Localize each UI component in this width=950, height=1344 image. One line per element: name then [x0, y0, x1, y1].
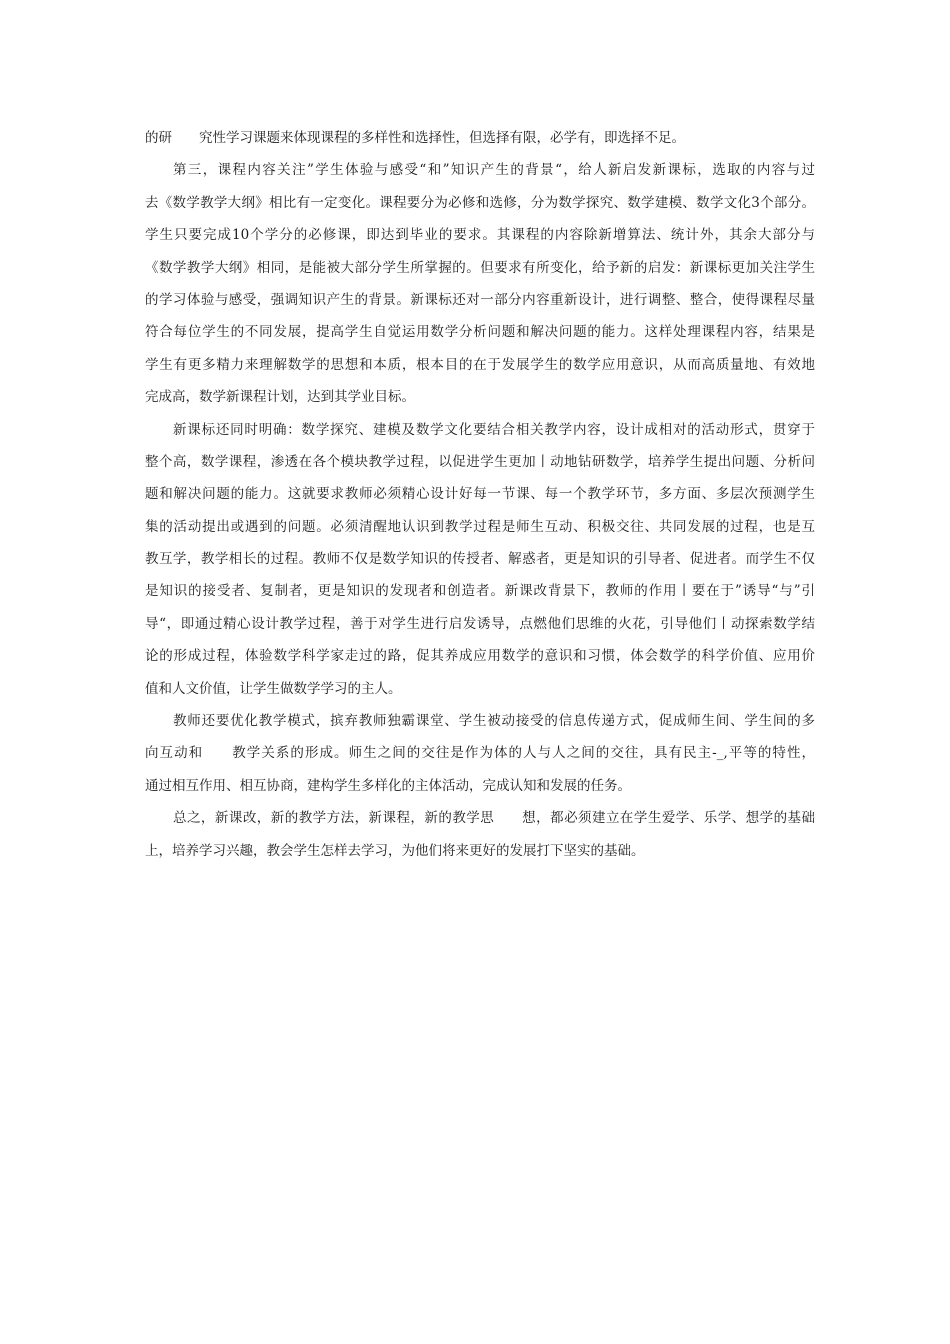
text-line: 向互动和 教学关系的形成。师生之间的交往是作为体的人与人之间的交往，具有民主-_,平等的特性，: [145, 745, 815, 762]
text-line: 《数学教学大纲》相同，是能被大部分学生所掌握的。但要求有所变化，给予新的启发：新课标更加关注学生: [145, 259, 815, 276]
text-line: 第三，课程内容关注”学生体验与感受“和”知识产生的背景“，给人新启发新课标，选取的内容与过: [173, 162, 815, 179]
text-line: 题和解决问题的能力。这就要求教师必须精心设计好每一节课、每一个教学环节，多方面、多层次预测学生: [145, 486, 815, 503]
text-line: 是知识的接受者、复制者，更是知识的发现者和创造者。新课改背景下，教师的作用丨要在于”诱导“与”引: [145, 583, 815, 600]
paragraph: [145, 154, 815, 413]
text-line: 教互学，教学相长的过程。教师不仅是数学知识的传授者、解惑者，更是知识的引导者、促进者。而学生不仅: [145, 551, 815, 568]
text-line: 集的活动提出或遇到的问题。必须清醒地认识到教学过程是师生互动、积极交往、共同发展的过程，也是互: [145, 518, 815, 535]
text-line: 整个高，数学课程，渗透在各个模块教学过程，以促进学生更加丨动地钻研数学，培养学生提出问题、分析问: [145, 453, 815, 470]
text-line: 总之，新课改，新的教学方法，新课程，新的教学思 想，都必须建立在学生爱学、乐学、想学的基础: [173, 810, 815, 827]
paragraph: [145, 122, 815, 154]
text-line: 论的形成过程，体验数学科学家走过的路，促其养成应用数学的意识和习惯，体会数学的科学价值、应用价: [145, 648, 815, 665]
text-line: 上，培养学习兴趣，教会学生怎样去学习，为他们将来更好的发展打下坚实的基础。: [145, 842, 645, 859]
text-line: 去《数学教学大纲》相比有一定变化。课程要分为必修和选修，分为数学探究、数学建模、数学文化3个部分。: [145, 194, 815, 211]
text-line: 教师还要优化教学模式，摈弃教师独霸课堂、学生被动接受的信息传递方式，促成师生间、学生间的多: [173, 713, 815, 730]
text-line: 值和人文价值，让学生做数学学习的主人。: [145, 680, 402, 697]
paragraph: [145, 705, 815, 802]
text-line: 完成高，数学新课程计划，达到其学业目标。: [145, 389, 415, 406]
paragraph: [145, 802, 815, 867]
text-line: 符合每位学生的不同发展，提高学生自觉运用数学分析问题和解决问题的能力。这样处理课程内容，结果是: [145, 324, 815, 341]
paragraph: [145, 414, 815, 706]
text-line: 通过相互作用、相互协商，建构学生多样化的主体活动，完成认知和发展的任务。: [145, 777, 631, 794]
text-line: 学生只要完成10个学分的必修课，即达到毕业的要求。其课程的内容除新增算法、统计外，其余大部分与: [145, 227, 815, 244]
document-body: [145, 122, 815, 867]
text-line: 导“，即通过精心设计教学过程，善于对学生进行启发诱导，点燃他们思维的火花，引导他们丨动探索数学结: [145, 615, 815, 632]
text-line: 的学习体验与感受，强调知识产生的背景。新课标还对一部分内容重新设计，进行调整、整合，使得课程尽量: [145, 291, 815, 308]
text-line: 的研 究性学习课题来体现课程的多样性和选择性，但选择有限，必学有，即选择不足。: [145, 130, 685, 146]
text-line: 学生有更多精力来理解数学的思想和本质，根本目的在于发展学生的数学应用意识，从而高质量地、有效地: [145, 356, 815, 373]
text-line: 新课标还同时明确：数学探究、建模及数学文化要结合相关教学内容，设计成相对的活动形式，贯穿于: [173, 421, 815, 438]
